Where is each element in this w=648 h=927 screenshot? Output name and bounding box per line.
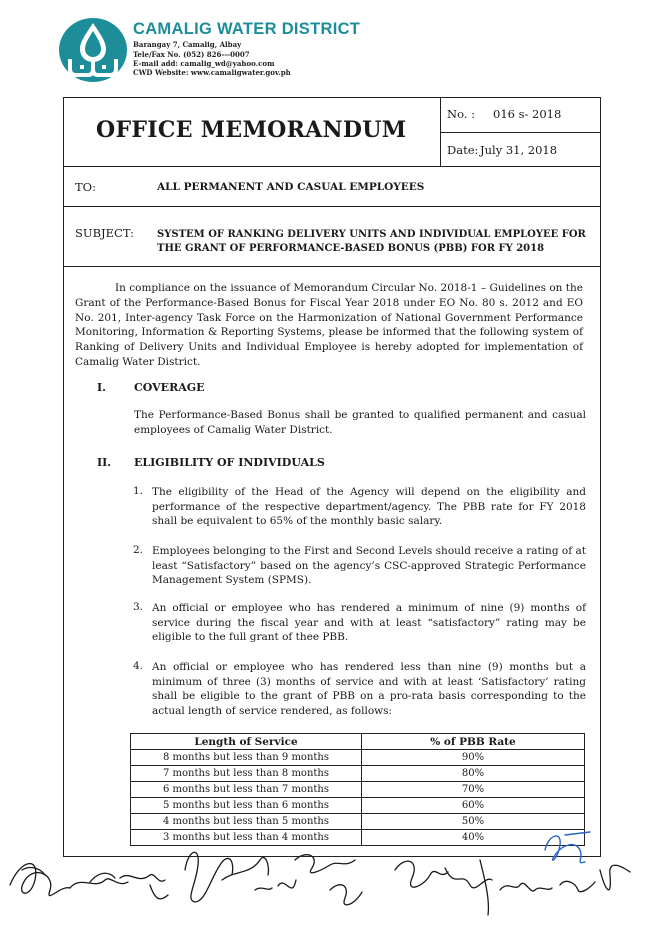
subject-label: SUBJECT: (75, 226, 134, 240)
org-name: CAMALIG WATER DISTRICT (133, 20, 361, 38)
subject-rule (63, 266, 601, 267)
list-item: Employees belonging to the First and Second Levels should receive a rating of at least “Satisfactory” based on the agency’s CSC-approved Strategic Performance Management System (SPMS). (152, 545, 586, 586)
column-header-length: Length of Service (131, 734, 362, 750)
list-item-number: 1. (133, 485, 144, 497)
water-drop-logo-icon (58, 17, 128, 83)
rate-cell: 40% (362, 830, 585, 846)
table-row (131, 782, 585, 798)
rate-cell: 60% (362, 798, 585, 814)
coverage-text: The Performance-Based Bonus shall be granted to qualified permanent and casual employees of Camalig Water District. (134, 409, 586, 436)
header-divider (440, 132, 601, 133)
length-cell: 8 months but less than 9 months (131, 750, 362, 766)
list-item-number: 2. (133, 544, 144, 556)
rate-cell: 70% (362, 782, 585, 798)
section-title-coverage: COVERAGE (134, 381, 205, 394)
table-row (131, 814, 585, 830)
list-item-number: 4. (133, 660, 144, 672)
table-row (131, 750, 585, 766)
org-address: Barangay 7, Camalig, Albay (133, 40, 242, 49)
length-cell: 3 months but less than 4 months (131, 830, 362, 846)
memo-title: OFFICE MEMORANDUM (96, 117, 407, 143)
subject-text: SYSTEM OF RANKING DELIVERY UNITS AND INDIVIDUAL EMPLOYEE FOR THE GRANT OF PERFORMANCE-BASED BONUS (PBB) FOR FY 2018 (157, 229, 586, 254)
to-label: TO: (75, 180, 96, 194)
handwritten-signatures (0, 830, 648, 927)
header-rule (63, 166, 601, 167)
rate-cell: 50% (362, 814, 585, 830)
rate-cell: 80% (362, 766, 585, 782)
list-item: An official or employee who has rendered less than nine (9) months but a minimum of three (3) months of service and with at least ‘Satisfactory’ rating shall be eligible to the grant of PBB on a pro-rata basis corresponding to the actual length of service rendered, as follows: (152, 661, 586, 717)
length-cell: 7 months but less than 8 months (131, 766, 362, 782)
memo-date-label: Date: (447, 143, 479, 157)
memo-date: July 31, 2018 (480, 143, 558, 157)
to-rule (63, 206, 601, 207)
to-recipients: ALL PERMANENT AND CASUAL EMPLOYEES (157, 181, 425, 193)
table-header-row (131, 734, 585, 750)
memo-number-label: No. : (447, 107, 475, 121)
list-item: An official or employee who has rendered a minimum of nine (9) months of service during the fiscal year and with at least “satisfactory” rating may be eligible to the full grant of thee PBB. (152, 602, 586, 643)
length-cell: 5 months but less than 6 months (131, 798, 362, 814)
org-website: CWD Website: www.camaligwater.gov.ph (133, 68, 291, 77)
length-cell: 4 months but less than 5 months (131, 814, 362, 830)
memo-number: 016 s- 2018 (493, 107, 562, 121)
list-item-number: 3. (133, 601, 144, 613)
section-title-eligibility: ELIGIBILITY OF INDIVIDUALS (134, 456, 325, 469)
intro-paragraph: In compliance on the issuance of Memorandum Circular No. 2018-1 – Guidelines on the Grant of the Performance-Based Bonus for Fiscal Year 2018 under EO No. 80 s. 2012 and EO No. 201, Inter-agency Task Force on the Harmonization of National Government Performance Monitoring, Information & Reporting Systems, please be informed that the following system of Ranking of Delivery Units and Individual Employee is hereby adopted for implementation of Camalig Water District. (75, 282, 583, 368)
column-header-rate: % of PBB Rate (362, 734, 585, 750)
org-email: E-mail add: camalig_wd@yahoo.com (133, 59, 275, 68)
rate-cell: 90% (362, 750, 585, 766)
header-column-divider (440, 97, 441, 167)
org-telefax: Tele/Fax No. (052) 826---0007 (133, 50, 250, 59)
length-cell: 6 months but less than 7 months (131, 782, 362, 798)
section-number: I. (97, 381, 106, 394)
list-item: The eligibility of the Head of the Agency will depend on the eligibility and performance of the respective department/agency. The PBB rate for FY 2018 shall be equivalent to 65% of the monthly basic salary. (152, 486, 586, 527)
table-row (131, 766, 585, 782)
section-number: II. (97, 456, 112, 469)
table-row (131, 798, 585, 814)
